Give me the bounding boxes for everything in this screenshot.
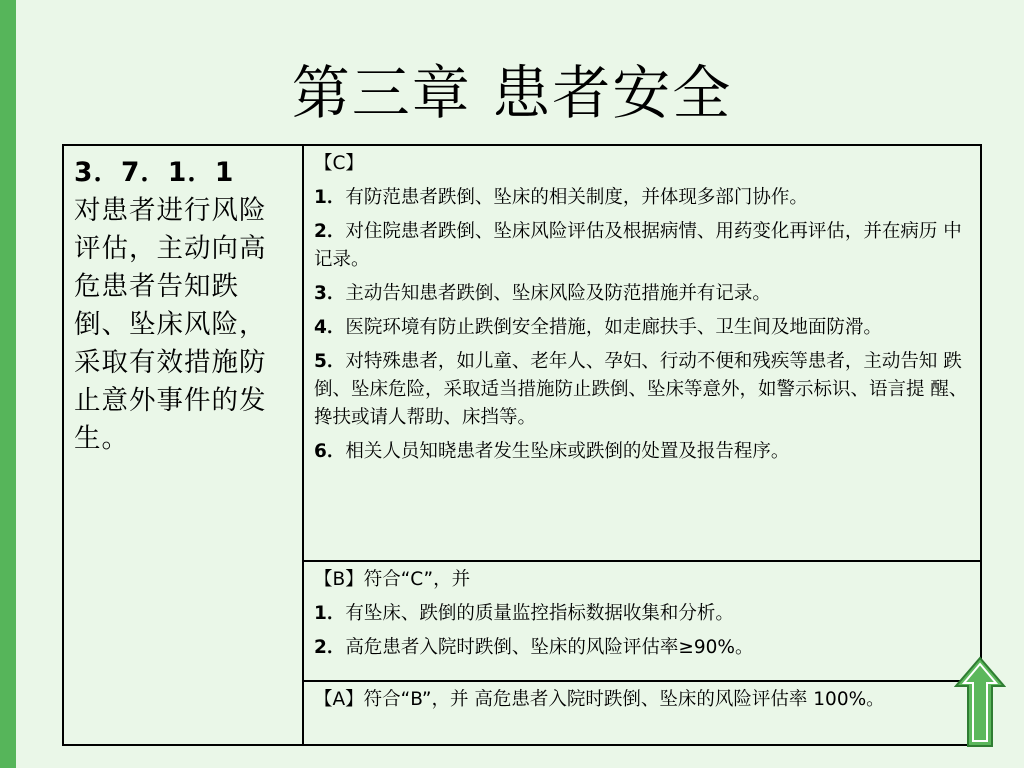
item-code: 3．7．1．1 bbox=[74, 157, 235, 188]
up-arrow-icon[interactable] bbox=[954, 656, 1006, 748]
grade-b-item: 1．有坠床、跌倒的质量监控指标数据收集和分析。 bbox=[314, 603, 734, 624]
grade-c-item: 1．有防范患者跌倒、坠床的相关制度，并体现多部门协作。 bbox=[314, 187, 808, 208]
grade-c-item: 6．相关人员知晓患者发生坠床或跌倒的处置及报告程序。 bbox=[314, 441, 790, 462]
item-cell bbox=[63, 145, 303, 745]
standards-table bbox=[62, 144, 982, 746]
grade-b-item: 2．高危患者入院时跌倒、坠床的风险评估率≥90%。 bbox=[314, 637, 754, 658]
grade-a-cell bbox=[303, 681, 981, 745]
grade-c-heading: 【C】 bbox=[314, 153, 364, 174]
grade-b-heading: 【B】符合“C”，并 bbox=[314, 569, 471, 590]
grade-c-item: 3．主动告知患者跌倒、坠床风险及防范措施并有记录。 bbox=[314, 283, 771, 304]
grade-c-cell bbox=[303, 145, 981, 561]
grade-c-item: 2．对住院患者跌倒、坠床风险评估及根据病情、用药变化再评估，并在病历 中记录。 bbox=[314, 221, 962, 270]
grade-c-item: 4．医院环境有防止跌倒安全措施，如走廊扶手、卫生间及地面防滑。 bbox=[314, 317, 882, 338]
grade-a-text: 【A】符合“B”，并 高危患者入院时跌倒、坠床的风险评估率 100%。 bbox=[314, 689, 885, 710]
grade-b-cell bbox=[303, 561, 981, 681]
item-description: 对患者进行风险评估，主动向高危患者告知跌倒、坠床风险，采取有效措施防止意外事件的发生。 bbox=[74, 195, 267, 454]
grade-c-item: 5．对特殊患者，如儿童、老年人、孕妇、行动不便和残疾等患者，主动告知 跌倒、坠床危险，采取适当措施防止跌倒、坠床等意外，如警示标识、语言提 醒、搀扶或请人帮助、床挡等。 bbox=[314, 351, 968, 428]
slide-title: 第三章 患者安全 bbox=[291, 59, 733, 127]
